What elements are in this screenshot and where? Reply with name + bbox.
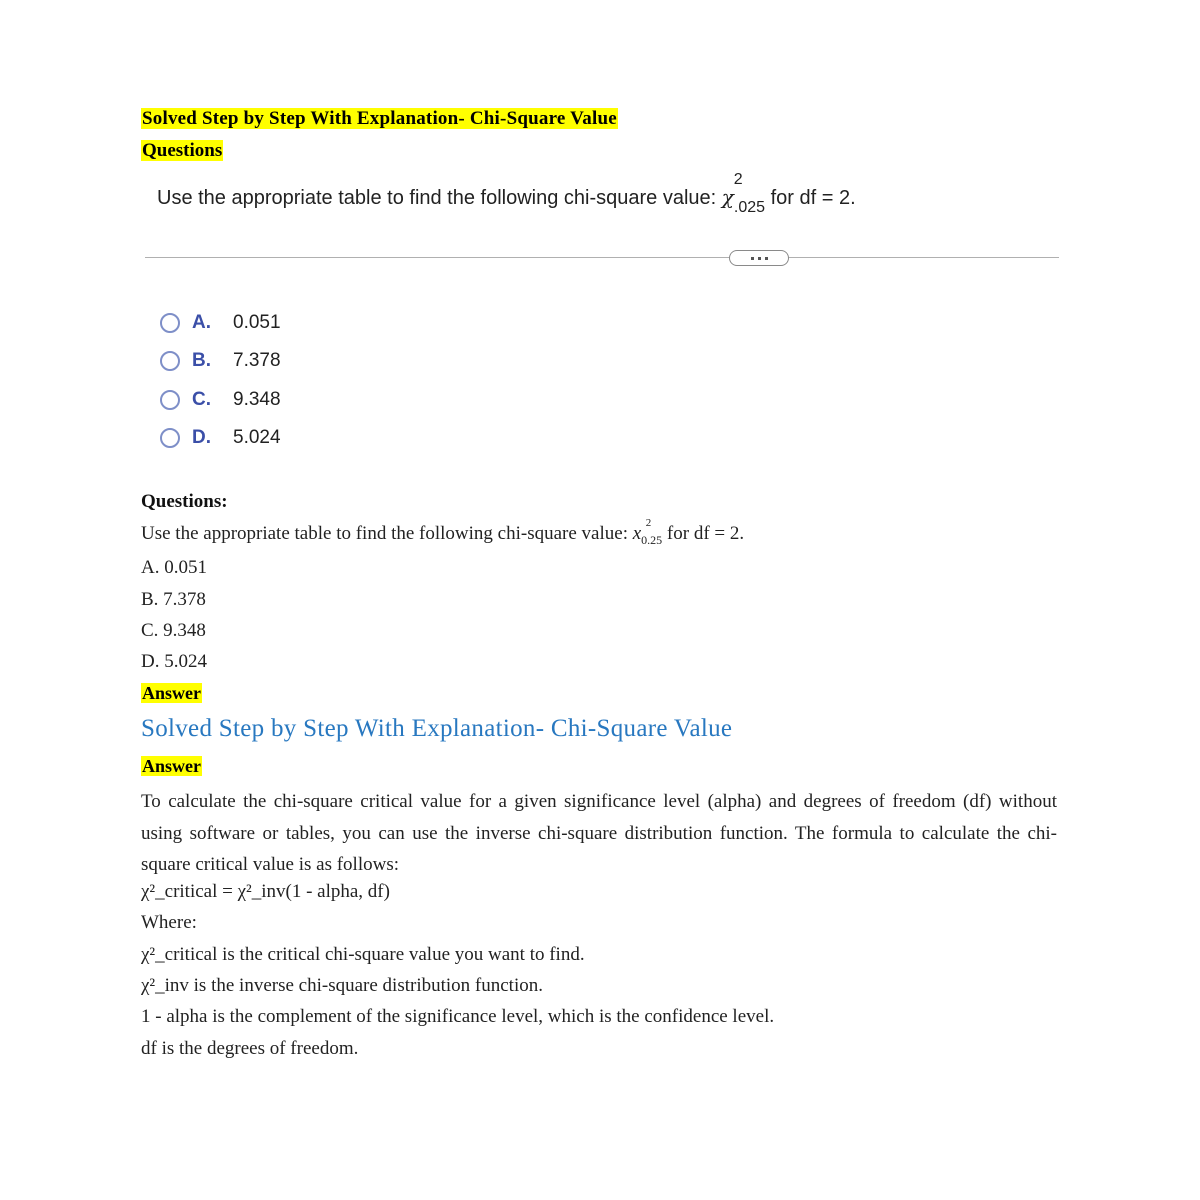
questions-label-text: Questions [142,140,223,161]
option-text-a: A. 0.051 [141,557,207,578]
option-letter: A. [192,312,211,333]
option-value: 9.348 [233,389,281,410]
explanation-paragraph: To calculate the chi-square critical value for a given significance level (alpha) and degrees of freedom (df) without using software or tables, you can use the inverse chi-square distribution function. The formula to calculate the chi-square critical value is as follows: [141,791,1057,875]
option-text-b: B. 7.378 [141,589,206,610]
prompt-suffix: for df = 2. [765,187,856,209]
radio-button-icon[interactable] [160,313,180,333]
answer-label [141,683,202,704]
answer-label-text: Answer [142,756,201,776]
x-superscript: 2 [645,517,652,529]
x-subscript: 0.25 [641,533,663,547]
ellipsis-dot-icon [758,257,761,260]
ellipsis-dot-icon [751,257,754,260]
prompt-suffix: for df = 2. [662,523,745,544]
question-text [141,517,745,547]
definition-item: df is the degrees of freedom. [141,1038,359,1059]
option-a[interactable] [160,312,281,334]
prompt-text: Use the appropriate table to find the following chi-square value: [141,523,633,544]
option-c[interactable] [160,389,281,411]
option-b[interactable] [160,350,281,372]
chi-square-symbol [721,171,766,216]
radio-button-icon[interactable] [160,351,180,371]
option-letter: B. [192,350,211,371]
questions-heading: Questions: [141,491,228,512]
question-prompt [157,171,856,216]
option-value: 5.024 [233,427,281,448]
document-title-text: Solved Step by Step With Explanation- Chi-Square Value [142,108,617,129]
questions-label [141,140,223,162]
option-text-c: C. 9.348 [141,620,206,641]
answer-label-second [141,756,202,777]
definition-item: χ²_critical is the critical chi-square value you want to find. [141,944,585,965]
radio-button-icon[interactable] [160,390,180,410]
definition-item: χ²_inv is the inverse chi-square distribution function. [141,975,543,996]
where-label: Where: [141,912,197,933]
ellipsis-dot-icon [765,257,768,260]
chi-square-symbol [632,517,663,547]
option-d[interactable] [160,427,281,449]
option-value: 0.051 [233,312,281,333]
answer-label-text: Answer [142,683,201,703]
formula-line: χ²_critical = χ²_inv(1 - alpha, df) [141,881,390,902]
x-letter: x [632,523,642,544]
divider-line [145,257,1059,258]
option-letter: C. [192,389,211,410]
prompt-text: Use the appropriate table to find the following chi-square value: [157,187,722,209]
expand-more-button[interactable] [729,250,789,266]
chi-letter: χ [721,185,734,209]
radio-button-icon[interactable] [160,428,180,448]
chi-subscript: .025 [733,199,766,216]
document-title [141,108,618,130]
option-letter: D. [192,427,211,448]
chi-superscript: 2 [733,171,743,188]
answer-title: Solved Step by Step With Explanation- Chi-Square Value [141,715,733,742]
option-text-d: D. 5.024 [141,651,207,672]
definition-item: 1 - alpha is the complement of the significance level, which is the confidence level. [141,1006,775,1027]
option-value: 7.378 [233,350,281,371]
